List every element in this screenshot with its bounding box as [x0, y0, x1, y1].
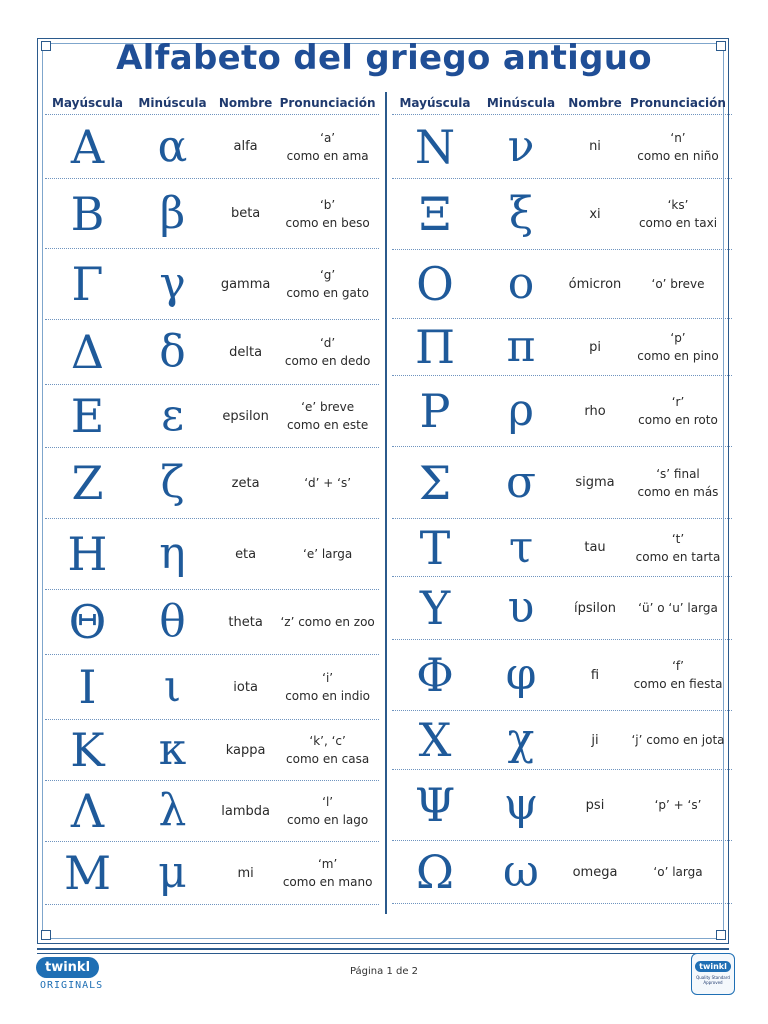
letter-row	[45, 115, 379, 179]
letter-name: ni	[589, 139, 601, 154]
uppercase-letter: Ρ	[419, 384, 451, 438]
letter-pronunciation: ‘t’ como en tarta	[635, 531, 721, 564]
letter-name: iota	[233, 679, 258, 695]
uppercase-letter: Ε	[70, 389, 105, 443]
badge-wordmark: twinkl	[695, 961, 731, 972]
uppercase-letter: Γ	[71, 257, 104, 311]
uppercase-letter: Χ	[418, 713, 452, 767]
letter-row	[392, 640, 732, 711]
lowercase-letter: γ	[159, 258, 186, 309]
header-pronunciation: Pronunciación	[630, 96, 726, 110]
letter-rows	[45, 115, 379, 905]
letter-name: pi	[589, 339, 601, 355]
lowercase-letter: ι	[163, 661, 182, 712]
uppercase-letter: Ζ	[71, 456, 104, 510]
letter-name: ji	[591, 732, 599, 748]
header-lowercase: Minúscula	[486, 96, 556, 110]
letter-name: ípsilon	[573, 600, 617, 616]
letter-row	[392, 770, 732, 841]
letter-pronunciation: ‘e’ larga	[303, 547, 353, 561]
header-lowercase: Minúscula	[138, 96, 207, 110]
letter-row	[392, 179, 732, 250]
lowercase-letter: ε	[161, 390, 184, 441]
letter-pronunciation: ‘ü’ o ‘u’ larga	[638, 601, 718, 615]
letter-name: omega	[572, 864, 618, 880]
letter-pronunciation: ‘o’ larga	[653, 865, 703, 879]
letter-row	[392, 115, 732, 179]
logo-subtitle: ORIGINALS	[40, 980, 104, 991]
letter-row	[392, 250, 732, 319]
letter-name: kappa	[225, 742, 266, 758]
letter-pronunciation: ‘p’ + ‘s’	[654, 798, 702, 812]
letter-rows	[392, 115, 732, 904]
letter-pronunciation: ‘g’ como en gato	[286, 268, 369, 300]
uppercase-letter: Β	[70, 186, 105, 241]
quality-badge	[691, 953, 735, 995]
letter-name: delta	[229, 344, 263, 360]
lowercase-letter: λ	[158, 785, 187, 836]
letter-name: eta	[235, 546, 257, 562]
letter-name: lambda	[221, 803, 270, 819]
letter-pronunciation: ‘e’ breve como en este	[286, 400, 369, 432]
letter-name: gamma	[220, 276, 271, 292]
header-uppercase: Mayúscula	[399, 96, 471, 110]
letter-pronunciation: ‘p’ como en pino	[637, 331, 719, 363]
lowercase-letter: η	[159, 528, 186, 579]
letter-pronunciation: ‘k’, ‘c’ como en casa	[286, 734, 370, 766]
lowercase-letter: τ	[508, 521, 534, 573]
letter-row	[45, 179, 379, 249]
letter-name: rho	[584, 403, 606, 419]
lowercase-letter: ω	[503, 846, 539, 897]
uppercase-letter: Λ	[70, 784, 105, 838]
uppercase-letter: Σ	[418, 455, 452, 510]
letter-row	[45, 720, 379, 781]
column-divider	[385, 92, 387, 914]
letter-row	[45, 249, 379, 320]
letter-pronunciation: ‘a’ como en ama	[286, 130, 369, 163]
letter-name: ómicron	[568, 276, 622, 292]
uppercase-letter: Ι	[78, 660, 97, 714]
lowercase-letter: ο	[507, 258, 535, 309]
letter-pronunciation: ‘s’ final como en más	[637, 466, 719, 499]
lowercase-letter: ψ	[503, 779, 539, 830]
lowercase-letter: φ	[505, 649, 537, 700]
letter-name: xi	[589, 206, 601, 222]
letter-name: beta	[230, 206, 261, 221]
uppercase-letter: Θ	[68, 595, 107, 649]
letter-pronunciation: ‘z’ como en zoo	[280, 615, 375, 629]
lowercase-letter: ρ	[508, 385, 534, 436]
letter-row	[45, 320, 379, 385]
letter-pronunciation: ‘d’ como en dedo	[284, 336, 371, 368]
letter-row	[392, 711, 732, 770]
letter-row	[45, 590, 379, 655]
uppercase-letter: Ω	[415, 845, 455, 899]
column-headers	[392, 92, 732, 115]
right-column	[392, 92, 732, 904]
header-name: Nombre	[568, 96, 622, 110]
letter-name: sigma	[575, 475, 615, 490]
badge-text: Quality Standard Approved	[696, 975, 730, 985]
letter-row	[45, 842, 379, 905]
letter-name: theta	[228, 614, 263, 630]
lowercase-letter: ν	[507, 120, 535, 172]
letter-pronunciation: ‘f’ como en fiesta	[633, 659, 723, 691]
frame-corner-ornament	[716, 930, 726, 940]
letter-row	[45, 519, 379, 590]
uppercase-letter: Ο	[416, 257, 454, 311]
uppercase-letter: Α	[70, 119, 105, 174]
letter-row	[392, 319, 732, 376]
lowercase-letter: σ	[505, 456, 537, 508]
letter-row	[392, 447, 732, 519]
letter-row	[392, 841, 732, 904]
page-number: Página 1 de 2	[349, 966, 419, 977]
letter-row	[45, 655, 379, 720]
uppercase-letter: Υ	[419, 581, 451, 635]
lowercase-letter: α	[157, 120, 188, 172]
lowercase-letter: κ	[158, 724, 187, 775]
column-headers	[45, 92, 379, 115]
frame-corner-ornament	[41, 930, 51, 940]
letter-pronunciation: ‘r’ como en roto	[638, 395, 718, 427]
lowercase-letter: υ	[507, 582, 535, 633]
letter-row	[45, 448, 379, 519]
footer-rule	[37, 948, 729, 950]
letter-name: psi	[585, 797, 605, 813]
uppercase-letter: Δ	[70, 325, 105, 379]
letter-row	[45, 385, 379, 448]
uppercase-letter: Π	[414, 320, 456, 374]
letter-pronunciation: ‘i’ como en indio	[285, 671, 371, 703]
lowercase-letter: β	[159, 187, 186, 239]
uppercase-letter: Μ	[63, 846, 112, 900]
page-title: Alfabeto del griego antiguo	[116, 38, 652, 78]
uppercase-letter: Ν	[414, 119, 456, 174]
logo-wordmark: twinkl	[36, 957, 99, 978]
letter-pronunciation: ‘ks’ como en taxi	[638, 198, 718, 230]
uppercase-letter: Ξ	[418, 187, 452, 241]
header-name: Nombre	[218, 96, 273, 110]
lowercase-letter: δ	[159, 326, 186, 377]
letter-row	[45, 781, 379, 842]
letter-row	[392, 376, 732, 447]
lowercase-letter: χ	[507, 714, 535, 765]
lowercase-letter: π	[506, 321, 536, 372]
left-column	[45, 92, 379, 905]
header-pronunciation: Pronunciación	[279, 96, 376, 110]
uppercase-letter: Κ	[70, 723, 105, 777]
header-uppercase: Mayúscula	[51, 96, 124, 110]
letter-pronunciation: ‘n’ como en niño	[637, 130, 719, 163]
letter-pronunciation: ‘l’ como en lago	[287, 795, 369, 827]
lowercase-letter: θ	[159, 596, 186, 647]
letter-name: zeta	[231, 475, 260, 491]
letter-pronunciation: ‘m’ como en mano	[282, 857, 373, 889]
letter-pronunciation: ‘d’ + ‘s’	[304, 476, 352, 490]
letter-name: tau	[584, 540, 606, 555]
lowercase-letter: ξ	[508, 188, 534, 239]
letter-name: mi	[237, 865, 254, 881]
letter-row	[392, 519, 732, 577]
footer-rule	[37, 953, 729, 954]
letter-row	[392, 577, 732, 640]
uppercase-letter: Η	[67, 527, 108, 581]
uppercase-letter: Τ	[419, 520, 451, 575]
uppercase-letter: Φ	[416, 648, 454, 702]
letter-name: fi	[590, 667, 600, 683]
letter-name: alfa	[233, 139, 258, 154]
letter-pronunciation: ‘b’ como en beso	[285, 197, 370, 230]
uppercase-letter: Ψ	[414, 778, 456, 832]
letter-pronunciation: ‘j’ como en jota	[631, 733, 725, 747]
lowercase-letter: μ	[158, 847, 187, 898]
letter-pronunciation: ‘o’ breve	[651, 277, 705, 291]
lowercase-letter: ζ	[160, 457, 185, 508]
letter-name: epsilon	[222, 408, 269, 424]
